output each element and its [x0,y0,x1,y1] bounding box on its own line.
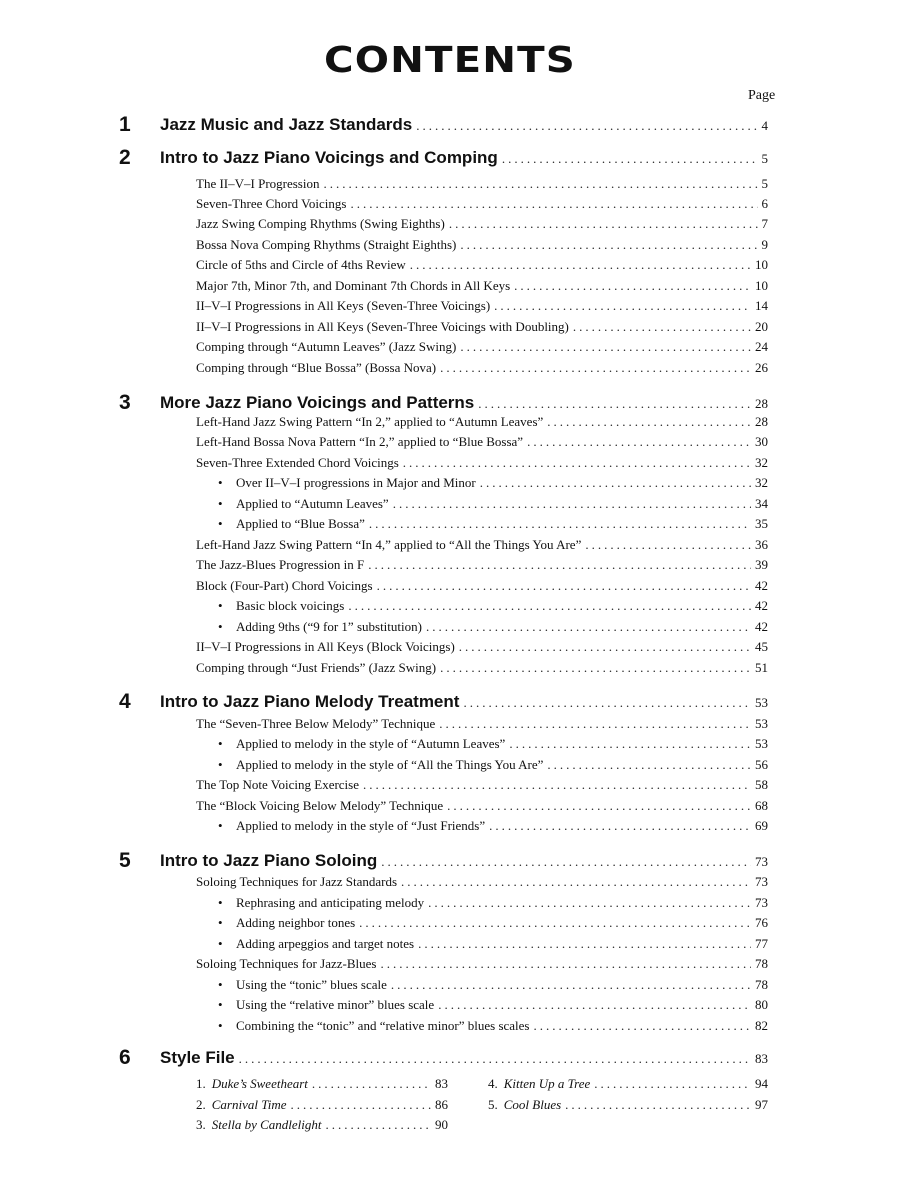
dot-leader [547,414,751,430]
style-file-entry[interactable] [488,1097,768,1115]
entry-page: 77 [755,936,768,951]
dot-leader [585,537,751,553]
entry-page: 39 [755,557,768,572]
toc-subentry[interactable] [236,516,768,534]
entry-page: 30 [755,434,768,449]
bullet-icon: • [218,977,223,992]
toc-entry[interactable] [196,360,768,378]
bullet-icon: • [218,496,223,511]
toc-entry[interactable] [196,434,768,452]
entry-page: 34 [755,496,768,511]
entry-title: Bossa Nova Comping Rhythms (Straight Eighths) [196,237,457,252]
bullet-icon: • [218,516,223,531]
toc-subentry[interactable] [236,818,768,836]
style-file-title: Kitten Up a Tree [503,1076,591,1091]
entry-page: 76 [755,915,768,930]
entry-title: Rephrasing and anticipating melody [236,895,425,910]
entry-title: Soloing Techniques for Jazz-Blues [196,956,377,971]
chapter-heading[interactable] [160,692,768,716]
entry-title: Left-Hand Jazz Swing Pattern “In 4,” applied to “All the Things You Are” [196,537,582,552]
dot-leader [439,716,751,732]
chapter-title: More Jazz Piano Voicings and Patterns [160,393,475,412]
bullet-icon: • [218,619,223,634]
toc-entry[interactable] [196,639,768,657]
dot-leader [440,360,751,376]
dot-leader [440,660,751,676]
entry-page: 14 [755,298,768,313]
entry-title: The II–V–I Progression [196,176,320,191]
entry-page: 24 [755,339,768,354]
entry-page: 35 [755,516,768,531]
dot-leader [594,1076,751,1092]
dot-leader [416,118,757,134]
dot-leader [323,176,757,192]
entry-title: II–V–I Progressions in All Keys (Seven-Three Voicings) [196,298,491,313]
toc-subentry[interactable] [236,895,768,913]
chapter-page: 4 [761,118,768,133]
bullet-icon: • [218,936,223,951]
entry-page: 42 [755,619,768,634]
toc-entry[interactable] [196,798,768,816]
entry-page: 7 [761,216,768,231]
toc-entry[interactable] [196,414,768,432]
dot-leader [410,257,751,273]
entry-page: 58 [755,777,768,792]
toc-subentry[interactable] [236,997,768,1015]
entry-title: Using the “tonic” blues scale [236,977,387,992]
chapter-heading[interactable] [160,115,768,139]
entry-page: 53 [755,716,768,731]
bullet-icon: • [218,1018,223,1033]
bullet-icon: • [218,736,223,751]
dot-leader [393,496,751,512]
dot-leader [494,298,751,314]
toc-entry[interactable] [196,339,768,357]
dot-leader [509,736,751,752]
entry-title: Block (Four-Part) Chord Voicings [196,578,373,593]
dot-leader [363,777,751,793]
chapter-number: 3 [119,391,131,414]
entry-title: Applied to melody in the style of “Just Friends” [236,818,486,833]
entry-page: 28 [755,414,768,429]
toc-entry[interactable] [196,557,768,575]
entry-title: The Top Note Voicing Exercise [196,777,360,792]
toc-entry[interactable] [196,298,768,316]
chapter-title: Intro to Jazz Piano Voicings and Comping [160,148,498,167]
dot-leader [377,578,751,594]
entry-page: 36 [755,537,768,552]
dot-leader [534,1018,752,1034]
dot-leader [447,798,751,814]
entry-page: 78 [755,956,768,971]
entry-title: Comping through “Just Friends” (Jazz Swing) [196,660,437,675]
toc-subentry[interactable] [236,977,768,995]
dot-leader [368,557,751,573]
style-file-title: Duke’s Sweetheart [211,1076,308,1091]
dot-leader [460,339,751,355]
entry-page: 94 [755,1076,768,1091]
toc-entry[interactable] [196,278,768,296]
toc-subentry[interactable] [236,1018,768,1036]
dot-leader [459,639,751,655]
chapter-number: 1 [119,113,131,136]
chapter-page: 28 [755,396,768,411]
entry-page: 32 [755,475,768,490]
entry-page: 80 [755,997,768,1012]
style-file-entry[interactable] [196,1097,448,1115]
style-file-num: 4. [488,1076,498,1091]
toc-entry[interactable] [196,537,768,555]
chapter-title: Intro to Jazz Piano Melody Treatment [160,692,460,711]
toc-entry[interactable] [196,196,768,214]
entry-page: 69 [755,818,768,833]
chapter-number: 2 [119,146,131,169]
style-file-title: Cool Blues [503,1097,562,1112]
entry-title: Applied to melody in the style of “All the Things You Are” [236,757,544,772]
entry-title: Seven-Three Extended Chord Voicings [196,455,399,470]
toc-entry[interactable] [196,874,768,892]
toc-entry[interactable] [196,257,768,275]
style-file-title: Carnival Time [211,1097,287,1112]
entry-title: Basic block voicings [236,598,345,613]
bullet-icon: • [218,915,223,930]
entry-title: Applied to “Blue Bossa” [236,516,365,531]
chapter-heading[interactable] [160,851,768,875]
chapter-number: 4 [119,690,131,713]
chapter-heading[interactable] [160,1048,768,1072]
chapter-page: 73 [755,854,768,869]
bullet-icon: • [218,997,223,1012]
entry-page: 20 [755,319,768,334]
entry-page: 53 [755,736,768,751]
toc-subentry[interactable] [236,757,768,775]
entry-title: Applied to “Autumn Leaves” [236,496,389,511]
chapter-heading[interactable] [160,148,768,172]
dot-leader [239,1051,751,1067]
toc-entry[interactable] [196,956,768,974]
chapter-page: 5 [761,151,768,166]
entry-title: Comping through “Blue Bossa” (Bossa Nova) [196,360,437,375]
dot-leader [480,475,751,491]
dot-leader [527,434,751,450]
dot-leader [381,854,751,870]
entry-title: Using the “relative minor” blues scale [236,997,435,1012]
dot-leader [391,977,751,993]
dot-leader [573,319,751,335]
dot-leader [348,598,751,614]
dot-leader [426,619,751,635]
dot-leader [449,216,758,232]
entry-title: II–V–I Progressions in All Keys (Block Voicings) [196,639,455,654]
chapter-title: Intro to Jazz Piano Soloing [160,851,378,870]
bullet-icon: • [218,475,223,490]
page-title: CONTENTS [324,40,576,81]
toc-subentry[interactable] [236,936,768,954]
dot-leader [291,1097,431,1113]
entry-page: 56 [755,757,768,772]
chapter-title: Jazz Music and Jazz Standards [160,115,413,134]
dot-leader [401,874,751,890]
entry-title: Adding neighbor tones [236,915,356,930]
style-file-num: 5. [488,1097,498,1112]
dot-leader [514,278,751,294]
style-file-num: 3. [196,1117,206,1132]
dot-leader [326,1117,431,1133]
entry-page: 86 [435,1097,448,1112]
toc-entry[interactable] [196,777,768,795]
entry-title: Over II–V–I progressions in Major and Minor [236,475,476,490]
entry-title: Left-Hand Bossa Nova Pattern “In 2,” applied to “Blue Bossa” [196,434,524,449]
toc-subentry[interactable] [236,915,768,933]
style-file-entry[interactable] [196,1117,448,1135]
entry-page: 6 [761,196,768,211]
toc-entry[interactable] [196,319,768,337]
entry-page: 82 [755,1018,768,1033]
entry-title: The “Seven-Three Below Melody” Technique [196,716,436,731]
entry-title: Jazz Swing Comping Rhythms (Swing Eighths) [196,216,445,231]
entry-page: 68 [755,798,768,813]
dot-leader [489,818,751,834]
dot-leader [547,757,751,773]
toc-entry[interactable] [196,237,768,255]
toc-subentry[interactable] [236,598,768,616]
toc-entry[interactable] [196,660,768,678]
entry-page: 42 [755,578,768,593]
entry-page: 26 [755,360,768,375]
style-file-num: 1. [196,1076,206,1091]
entry-page: 45 [755,639,768,654]
dot-leader [502,151,758,167]
dot-leader [565,1097,751,1113]
entry-page: 9 [761,237,768,252]
toc-subentry[interactable] [236,475,768,493]
chapter-number: 5 [119,849,131,872]
entry-title: II–V–I Progressions in All Keys (Seven-Three Voicings with Doubling) [196,319,569,334]
entry-page: 90 [435,1117,448,1132]
entry-page: 83 [435,1076,448,1091]
entry-title: Circle of 5ths and Circle of 4ths Review [196,257,406,272]
entry-page: 73 [755,895,768,910]
toc-subentry[interactable] [236,619,768,637]
dot-leader [460,237,757,253]
style-file-num: 2. [196,1097,206,1112]
style-file-title: Stella by Candlelight [211,1117,322,1132]
dot-leader [369,516,751,532]
entry-title: The Jazz-Blues Progression in F [196,557,365,572]
entry-title: Comping through “Autumn Leaves” (Jazz Swing) [196,339,457,354]
dot-leader [438,997,751,1013]
entry-page: 73 [755,874,768,889]
chapter-page: 83 [755,1051,768,1066]
dot-leader [312,1076,431,1092]
toc-subentry[interactable] [236,736,768,754]
entry-page: 78 [755,977,768,992]
entry-page: 5 [761,176,768,191]
bullet-icon: • [218,895,223,910]
entry-page: 10 [755,278,768,293]
entry-title: Seven-Three Chord Voicings [196,196,347,211]
bullet-icon: • [218,757,223,772]
style-file-entry[interactable] [196,1076,448,1094]
style-file-entry[interactable] [488,1076,768,1094]
entry-title: Adding 9ths (“9 for 1” substitution) [236,619,422,634]
entry-page: 97 [755,1097,768,1112]
dot-leader [463,695,751,711]
bullet-icon: • [218,598,223,613]
bullet-icon: • [218,818,223,833]
entry-title: Applied to melody in the style of “Autumn Leaves” [236,736,506,751]
entry-page: 42 [755,598,768,613]
page-column-label: Page [748,88,776,103]
chapter-title: Style File [160,1048,235,1067]
entry-title: Major 7th, Minor 7th, and Dominant 7th Chords in All Keys [196,278,511,293]
entry-title: Adding arpeggios and target notes [236,936,415,951]
entry-title: Left-Hand Jazz Swing Pattern “In 2,” applied to “Autumn Leaves” [196,414,544,429]
dot-leader [478,396,751,412]
chapter-page: 53 [755,695,768,710]
toc-entry[interactable] [196,455,768,473]
toc-entry[interactable] [196,216,768,234]
dot-leader [418,936,751,952]
dot-leader [428,895,751,911]
dot-leader [380,956,751,972]
toc-entry[interactable] [196,176,768,194]
toc-subentry[interactable] [236,496,768,514]
dot-leader [350,196,757,212]
entry-title: Combining the “tonic” and “relative minor” blues scales [236,1018,530,1033]
entry-title: Soloing Techniques for Jazz Standards [196,874,398,889]
toc-entry[interactable] [196,578,768,596]
dot-leader [403,455,751,471]
dot-leader [359,915,751,931]
entry-title: The “Block Voicing Below Melody” Technique [196,798,444,813]
chapter-number: 6 [119,1046,131,1069]
entry-page: 10 [755,257,768,272]
entry-page: 32 [755,455,768,470]
entry-page: 51 [755,660,768,675]
toc-entry[interactable] [196,716,768,734]
